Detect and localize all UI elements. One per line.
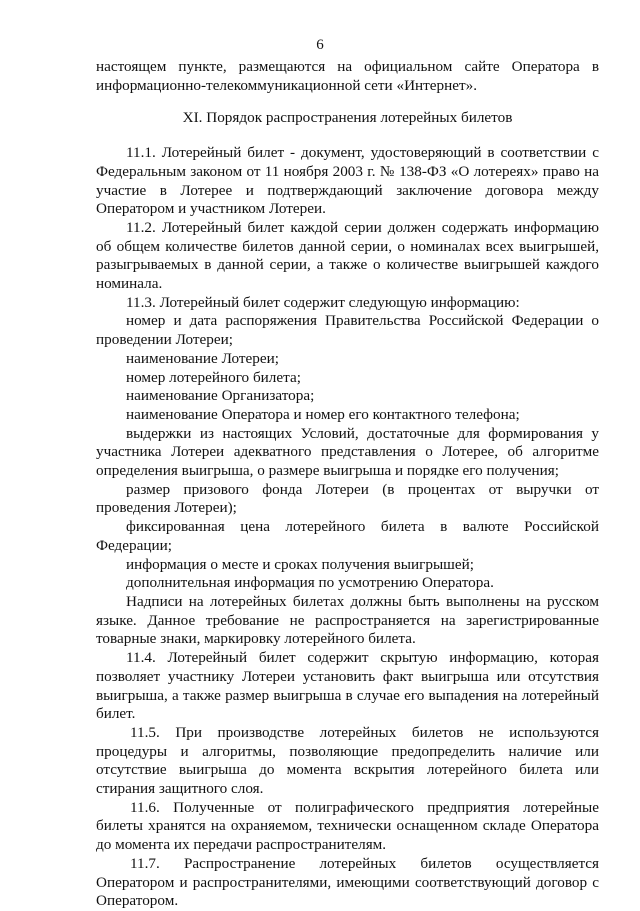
paragraph-11-3: 11.3. Лотерейный билет содержит следующую информацию: (126, 293, 520, 311)
paragraph-11-5: 11.5. При производстве лотерейных билетов не используются процедуры и алгоритмы, позволяющие предопределить наличие или отсутствие выигрыша до момента вскрытия лотерейного билета или стирания защитного слоя. (96, 723, 599, 798)
paragraph-11-6: 11.6. Полученные от полиграфического предприятия лотерейные билеты хранятся на охраняемом, технически оснащенном складе Оператора до момента их передачи распространителям. (96, 798, 599, 854)
paragraph-11-2: 11.2. Лотерейный билет каждой серии должен содержать информацию об общем количестве билетов данной серии, о номиналах всех выигрышей, разыгрываемых в данной серии, а также о количестве выигрышей каждого номинала. (96, 218, 599, 293)
list-item: наименование Организатора; (126, 387, 315, 405)
paragraph-11-4: 11.4. Лотерейный билет содержит скрытую информацию, которая позволяет участнику Лотереи установить факт выигрыша или отсутствия выигрыша, а также размер выигрыша в случае его выпадения на лотерейный билет. (96, 649, 599, 723)
list-item: наименование Лотереи; (126, 349, 279, 367)
list-item: информация о месте и сроках получения выигрышей; (126, 555, 474, 573)
paragraph-11-1: 11.1. Лотерейный билет - документ, удостоверяющий в соответствии с Федеральным законом от 11 ноября 2003 г. № 138-ФЗ «О лотереях» право на участие в Лотерее и подтверждающий заключение договора между Оператором и участником Лотереи. (96, 144, 599, 218)
section-heading: XI. Порядок распространения лотерейных билетов (182, 109, 513, 127)
carry-over-paragraph: настоящем пункте, размещаются на официальном сайте Оператора в информационно-телекоммуникационной сети «Интернет». (96, 58, 599, 94)
list-item: наименование Оператора и номер его контактного телефона; (126, 405, 520, 423)
list-item: дополнительная информация по усмотрению Оператора. (126, 574, 494, 592)
page-content (96, 58, 599, 911)
language-requirement-paragraph: Надписи на лотерейных билетах должны быть выполнены на русском языке. Данное требование не распространяется на зарегистрированные товарные знаки, маркировку лотерейного билета. (96, 592, 599, 648)
list-item: фиксированная цена лотерейного билета в валюте Российской Федерации; (96, 518, 599, 554)
list-item: номер и дата распоряжения Правительства Российской Федерации о проведении Лотереи; (96, 312, 599, 349)
list-item: выдержки из настоящих Условий, достаточные для формирования у участника Лотереи адекватного представления о Лотерее, об алгоритме определения выигрыша, о размере выигрыша и порядке его получения; (96, 424, 599, 480)
page-number: 6 (316, 37, 324, 53)
list-item: номер лотерейного билета; (126, 368, 301, 386)
list-item: размер призового фонда Лотереи (в процентах от выручки от проведения Лотереи); (96, 480, 599, 517)
paragraph-11-7: 11.7. Распространение лотерейных билетов осуществляется Оператором и распространителями, имеющими соответствующий договор с Оператором. (96, 854, 599, 910)
